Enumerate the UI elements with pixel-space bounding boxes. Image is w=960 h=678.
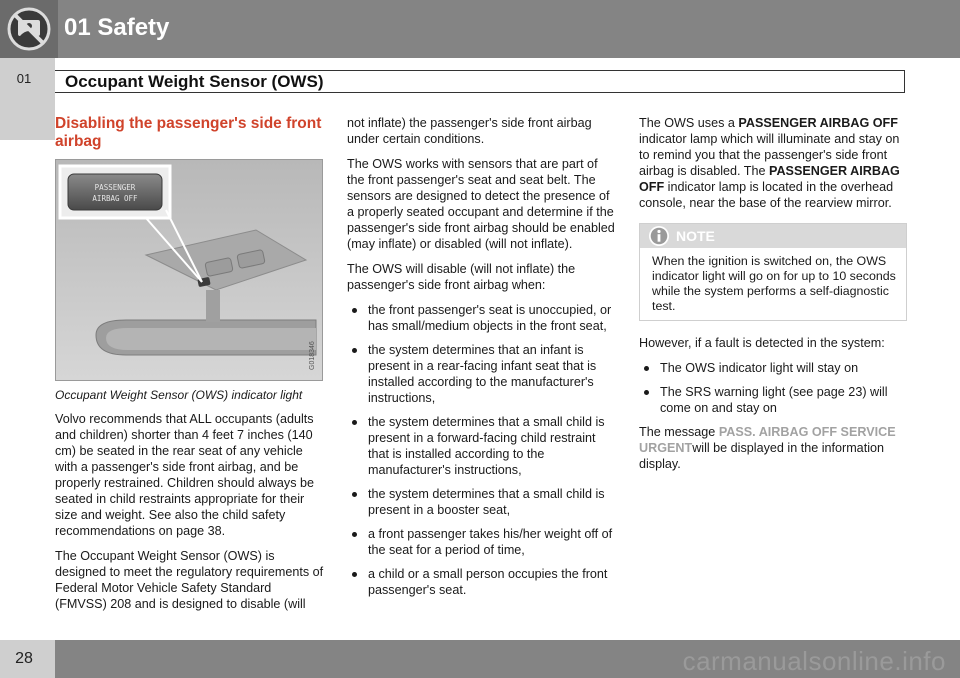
- paragraph: Volvo recommends that ALL occupants (adults and children) shorter than 4 feet 7 inches (140 cm) be seated in the rear seat of any vehicle with a passenger's side front airbag, and be properly restrained. Children should always be seated in child restraints appropriate for their size and weight. See also the child safety recommendations on page 38.: [55, 412, 315, 538]
- lamp-label-line2: AIRBAG OFF: [92, 194, 138, 203]
- list-item: a child or a small person occupies the front passenger's seat.: [347, 566, 617, 598]
- page-number: 28: [15, 650, 33, 667]
- page-number-tab: [0, 640, 55, 678]
- list-item: the system determines that a small child is present in a booster seat,: [347, 486, 617, 518]
- list-item: a front passenger takes his/her weight off of the seat for a period of time,: [347, 526, 617, 558]
- subsection-heading: Disabling the passenger's side front airbag: [55, 115, 322, 150]
- chapter-title: 01 Safety: [64, 14, 170, 41]
- page-footer: [0, 640, 960, 678]
- safety-icon: [0, 0, 58, 58]
- figure-code: G018346: [309, 341, 316, 370]
- figure-caption: Occupant Weight Sensor (OWS) indicator light: [55, 388, 303, 402]
- paragraph: The OWS works with sensors that are part of the front passenger's seat and seat belt. The sensors are designed to detect the presence of a properly seated occupant and determine if the passenger's side front airbag should be enabled (may inflate) or disabled (will not inflate).: [347, 157, 615, 251]
- ows-indicator-figure: [55, 159, 323, 381]
- list-item: The OWS indicator light will stay on: [639, 360, 907, 376]
- fault-list: [639, 360, 907, 416]
- list-item: the front passenger's seat is unoccupied, or has small/medium objects in the front seat,: [347, 302, 617, 334]
- paragraph: The OWS uses a PASSENGER AIRBAG OFF indicator lamp which will illuminate and stay on to remind you that the passenger's side front airbag is disabled. The PASSENGER AIRBAG OFF indicator lamp is located in the overhead console, near the base of the rearview mirror.: [639, 116, 900, 210]
- paragraph: The OWS will disable (will not inflate) the passenger's side front airbag when:: [347, 262, 576, 292]
- disable-conditions-list: [347, 302, 617, 598]
- paragraph: However, if a fault is detected in the system:: [639, 336, 885, 350]
- list-item: the system determines that an infant is present in a rear-facing infant seat that is installed according to the manufacturer's instructions,: [347, 342, 617, 406]
- lamp-label-line1: PASSENGER: [94, 183, 136, 192]
- lamp-name: PASSENGER AIRBAG OFF: [738, 116, 898, 130]
- info-icon: [648, 225, 670, 247]
- lamp-name: PASSENGER AIRBAG OFF: [639, 164, 900, 194]
- note-header: [640, 224, 906, 248]
- chapter-header-bar: [0, 0, 960, 58]
- watermark: carmanualsonline.info: [682, 646, 946, 676]
- paragraph: The message PASS. AIRBAG OFF SERVICE URGENTwill be displayed in the information display.: [639, 425, 896, 471]
- list-item: The SRS warning light (see page 23) will come on and stay on: [639, 384, 907, 416]
- note-box: [639, 223, 907, 321]
- note-text: When the ignition is switched on, the OWS indicator light will go on for up to 10 seconds while the system performs a self-diagnostic test.: [652, 254, 896, 313]
- chapter-tab: [0, 58, 55, 140]
- section-heading-box: [55, 70, 905, 93]
- paragraph: not inflate) the passenger's side front airbag under certain conditions.: [347, 116, 592, 146]
- display-message: PASS. AIRBAG OFF SERVICE URGENT: [639, 425, 896, 455]
- column-3: [639, 115, 907, 481]
- note-label: NOTE: [676, 228, 715, 244]
- section-title: Occupant Weight Sensor (OWS): [65, 72, 324, 91]
- column-1: [55, 115, 325, 621]
- paragraph: The Occupant Weight Sensor (OWS) is designed to meet the regulatory requirements of Federal Motor Vehicle Safety Standard (FMVSS) 208 and is designed to disable (will: [55, 549, 324, 611]
- chapter-number: 01: [16, 71, 32, 86]
- column-2: [347, 115, 617, 606]
- list-item: the system determines that a small child is present in a forward-facing child restraint that is installed according to the manufacturer's instructions,: [347, 414, 617, 478]
